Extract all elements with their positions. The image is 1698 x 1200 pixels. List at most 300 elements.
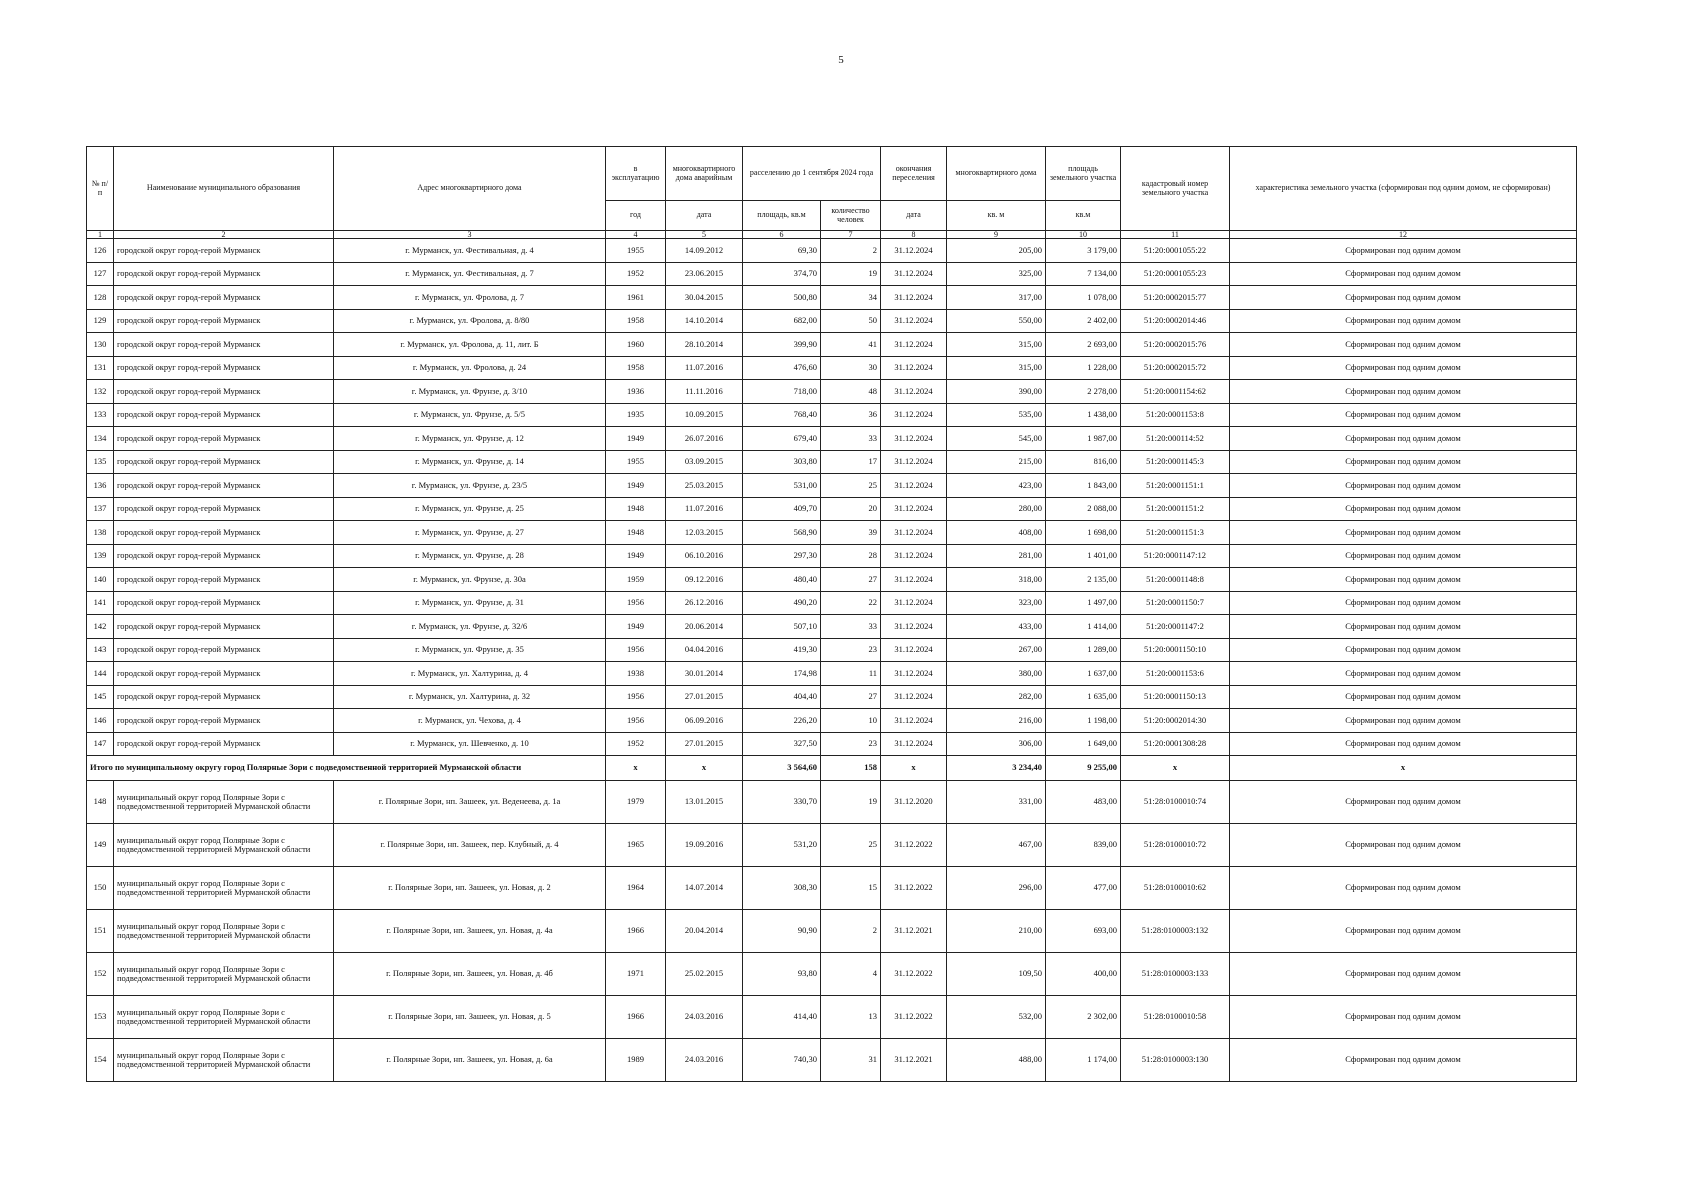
table-row: [87, 403, 1577, 427]
cell-building-area: 408,00: [947, 521, 1046, 545]
cell-area: 531,20: [743, 824, 821, 867]
cell-area: 308,30: [743, 867, 821, 910]
total-value: 158: [821, 756, 881, 781]
table-row: [87, 709, 1577, 733]
cell-area: 409,70: [743, 497, 821, 521]
cell-emergency-date: 20.06.2014: [666, 615, 743, 639]
cell-address: г. Полярные Зори, нп. Зашеек, ул. Новая, д. 4б: [334, 953, 606, 996]
cell-land-area: 1 228,00: [1046, 356, 1121, 380]
cell-address: г. Полярные Зори, нп. Зашеек, ул. Новая, д. 4а: [334, 910, 606, 953]
cell-land-area: 1 174,00: [1046, 1039, 1121, 1082]
cell-row-number: 151: [87, 910, 114, 953]
cell-row-number: 127: [87, 262, 114, 286]
cell-people: 28: [821, 544, 881, 568]
cell-area: 374,70: [743, 262, 821, 286]
cell-area: 414,40: [743, 996, 821, 1039]
column-number: 1: [87, 231, 114, 239]
cell-land-characteristic: Сформирован под одним домом: [1230, 333, 1577, 357]
cell-people: 23: [821, 638, 881, 662]
cell-row-number: 154: [87, 1039, 114, 1082]
cell-address: г. Мурманск, ул. Фрунзе, д. 12: [334, 427, 606, 451]
cell-emergency-date: 30.01.2014: [666, 662, 743, 686]
cell-row-number: 139: [87, 544, 114, 568]
cell-building-area: 205,00: [947, 239, 1046, 263]
cell-emergency-date: 10.09.2015: [666, 403, 743, 427]
cell-people: 22: [821, 591, 881, 615]
cell-year: 1958: [606, 356, 666, 380]
cell-land-characteristic: Сформирован под одним домом: [1230, 824, 1577, 867]
cell-area: 531,00: [743, 474, 821, 498]
total-value: x: [666, 756, 743, 781]
cell-municipality: муниципальный округ город Полярные Зори с подведомственной территорией Мурманской области: [114, 867, 334, 910]
cell-cadastral: 51:28:0100003:130: [1121, 1039, 1230, 1082]
cell-land-area: 2 402,00: [1046, 309, 1121, 333]
cell-address: г. Мурманск, ул. Фрунзе, д. 30а: [334, 568, 606, 592]
cell-building-area: 315,00: [947, 356, 1046, 380]
cell-land-area: 693,00: [1046, 910, 1121, 953]
cell-year: 1948: [606, 521, 666, 545]
cell-end-date: 31.12.2024: [881, 732, 947, 756]
cell-emergency-date: 11.07.2016: [666, 356, 743, 380]
cell-building-area: 323,00: [947, 591, 1046, 615]
cell-end-date: 31.12.2021: [881, 910, 947, 953]
header-cell-number: № п/п: [87, 147, 114, 231]
cell-land-characteristic: Сформирован под одним домом: [1230, 591, 1577, 615]
cell-end-date: 31.12.2024: [881, 380, 947, 404]
cell-emergency-date: 12.03.2015: [666, 521, 743, 545]
cell-land-characteristic: Сформирован под одним домом: [1230, 474, 1577, 498]
cell-people: 27: [821, 685, 881, 709]
cell-address: г. Полярные Зори, нп. Зашеек, пер. Клубный, д. 4: [334, 824, 606, 867]
cell-land-area: 1 497,00: [1046, 591, 1121, 615]
cell-cadastral: 51:20:0001150:10: [1121, 638, 1230, 662]
cell-end-date: 31.12.2024: [881, 286, 947, 310]
cell-address: г. Мурманск, ул. Фрунзе, д. 5/5: [334, 403, 606, 427]
cell-row-number: 148: [87, 781, 114, 824]
resettlement-table-wrapper: [86, 146, 1576, 1082]
cell-year: 1952: [606, 732, 666, 756]
cell-land-area: 1 637,00: [1046, 662, 1121, 686]
cell-cadastral: 51:20:0002014:46: [1121, 309, 1230, 333]
cell-land-area: 1 198,00: [1046, 709, 1121, 733]
cell-emergency-date: 14.07.2014: [666, 867, 743, 910]
cell-year: 1949: [606, 615, 666, 639]
cell-end-date: 31.12.2024: [881, 709, 947, 733]
cell-people: 25: [821, 474, 881, 498]
cell-people: 39: [821, 521, 881, 545]
table-row: [87, 568, 1577, 592]
cell-land-area: 3 179,00: [1046, 239, 1121, 263]
subheader-people: количество человек: [821, 201, 881, 231]
cell-land-characteristic: Сформирован под одним домом: [1230, 239, 1577, 263]
cell-area: 90,90: [743, 910, 821, 953]
cell-building-area: 325,00: [947, 262, 1046, 286]
column-number: 6: [743, 231, 821, 239]
cell-land-area: 1 401,00: [1046, 544, 1121, 568]
cell-year: 1964: [606, 867, 666, 910]
cell-emergency-date: 26.07.2016: [666, 427, 743, 451]
cell-address: г. Мурманск, ул. Халтурина, д. 32: [334, 685, 606, 709]
table-row: [87, 662, 1577, 686]
cell-building-area: 216,00: [947, 709, 1046, 733]
column-number: 5: [666, 231, 743, 239]
cell-address: г. Мурманск, ул. Фрунзе, д. 28: [334, 544, 606, 568]
column-number: 8: [881, 231, 947, 239]
cell-area: 93,80: [743, 953, 821, 996]
cell-year: 1948: [606, 497, 666, 521]
cell-year: 1979: [606, 781, 666, 824]
cell-building-area: 380,00: [947, 662, 1046, 686]
header-cell-address: Адрес многоквартирного дома: [334, 147, 606, 231]
cell-year: 1949: [606, 474, 666, 498]
cell-address: г. Мурманск, ул. Фролова, д. 7: [334, 286, 606, 310]
cell-municipality: городской округ город-герой Мурманск: [114, 732, 334, 756]
cell-building-area: 532,00: [947, 996, 1046, 1039]
cell-end-date: 31.12.2024: [881, 568, 947, 592]
cell-area: 718,00: [743, 380, 821, 404]
cell-year: 1955: [606, 239, 666, 263]
cell-people: 25: [821, 824, 881, 867]
cell-cadastral: 51:28:0100010:74: [1121, 781, 1230, 824]
cell-emergency-date: 14.09.2012: [666, 239, 743, 263]
cell-address: г. Мурманск, ул. Фролова, д. 24: [334, 356, 606, 380]
table-row: [87, 638, 1577, 662]
cell-row-number: 138: [87, 521, 114, 545]
cell-row-number: 143: [87, 638, 114, 662]
cell-area: 476,60: [743, 356, 821, 380]
cell-people: 19: [821, 262, 881, 286]
cell-address: г. Мурманск, ул. Фрунзе, д. 23/5: [334, 474, 606, 498]
table-row: [87, 450, 1577, 474]
cell-year: 1989: [606, 1039, 666, 1082]
cell-municipality: городской округ город-герой Мурманск: [114, 356, 334, 380]
cell-people: 11: [821, 662, 881, 686]
cell-building-area: 331,00: [947, 781, 1046, 824]
cell-area: 174,98: [743, 662, 821, 686]
total-value: 3 234,40: [947, 756, 1046, 781]
total-value: x: [881, 756, 947, 781]
cell-land-characteristic: Сформирован под одним домом: [1230, 380, 1577, 404]
subheader-end-date: дата: [881, 201, 947, 231]
cell-municipality: городской округ город-герой Мурманск: [114, 591, 334, 615]
cell-end-date: 31.12.2024: [881, 262, 947, 286]
cell-year: 1938: [606, 662, 666, 686]
cell-cadastral: 51:20:0001151:3: [1121, 521, 1230, 545]
cell-year: 1935: [606, 403, 666, 427]
cell-area: 399,90: [743, 333, 821, 357]
header-cell-land-area: площадь земельного участка: [1046, 147, 1121, 201]
cell-land-area: 839,00: [1046, 824, 1121, 867]
cell-land-area: 1 987,00: [1046, 427, 1121, 451]
cell-cadastral: 51:20:000114:52: [1121, 427, 1230, 451]
cell-area: 682,00: [743, 309, 821, 333]
cell-municipality: городской округ город-герой Мурманск: [114, 309, 334, 333]
cell-land-area: 483,00: [1046, 781, 1121, 824]
cell-cadastral: 51:20:0001153:6: [1121, 662, 1230, 686]
header-cell-end-date: окончания переселения: [881, 147, 947, 201]
cell-area: 330,70: [743, 781, 821, 824]
cell-municipality: городской округ город-герой Мурманск: [114, 521, 334, 545]
table-row: [87, 239, 1577, 263]
cell-municipality: муниципальный округ город Полярные Зори с подведомственной территорией Мурманской области: [114, 781, 334, 824]
cell-cadastral: 51:20:0001147:12: [1121, 544, 1230, 568]
table-body-murmansk: [87, 239, 1577, 756]
cell-municipality: городской округ город-герой Мурманск: [114, 709, 334, 733]
cell-year: 1960: [606, 333, 666, 357]
cell-building-area: 318,00: [947, 568, 1046, 592]
cell-end-date: 31.12.2024: [881, 239, 947, 263]
cell-land-characteristic: Сформирован под одним домом: [1230, 953, 1577, 996]
cell-building-area: 109,50: [947, 953, 1046, 996]
cell-municipality: городской округ город-герой Мурманск: [114, 286, 334, 310]
cell-cadastral: 51:20:0001150:7: [1121, 591, 1230, 615]
cell-building-area: 315,00: [947, 333, 1046, 357]
cell-land-characteristic: Сформирован под одним домом: [1230, 1039, 1577, 1082]
cell-building-area: 267,00: [947, 638, 1046, 662]
cell-emergency-date: 19.09.2016: [666, 824, 743, 867]
cell-people: 19: [821, 781, 881, 824]
cell-year: 1936: [606, 380, 666, 404]
cell-people: 30: [821, 356, 881, 380]
cell-people: 48: [821, 380, 881, 404]
cell-end-date: 31.12.2024: [881, 544, 947, 568]
cell-area: 768,40: [743, 403, 821, 427]
cell-people: 23: [821, 732, 881, 756]
cell-municipality: муниципальный округ город Полярные Зори с подведомственной территорией Мурманской области: [114, 996, 334, 1039]
cell-land-area: 400,00: [1046, 953, 1121, 996]
cell-building-area: 423,00: [947, 474, 1046, 498]
cell-people: 15: [821, 867, 881, 910]
cell-address: г. Полярные Зори, нп. Зашеек, ул. Новая, д. 6а: [334, 1039, 606, 1082]
cell-land-characteristic: Сформирован под одним домом: [1230, 427, 1577, 451]
cell-year: 1959: [606, 568, 666, 592]
cell-address: г. Мурманск, ул. Фрунзе, д. 35: [334, 638, 606, 662]
cell-cadastral: 51:20:0001145:3: [1121, 450, 1230, 474]
cell-area: 69,30: [743, 239, 821, 263]
cell-people: 10: [821, 709, 881, 733]
column-number: 2: [114, 231, 334, 239]
cell-emergency-date: 11.07.2016: [666, 497, 743, 521]
cell-municipality: городской округ город-герой Мурманск: [114, 427, 334, 451]
cell-land-characteristic: Сформирован под одним домом: [1230, 685, 1577, 709]
cell-people: 17: [821, 450, 881, 474]
cell-municipality: муниципальный округ город Полярные Зори с подведомственной территорией Мурманской области: [114, 824, 334, 867]
cell-emergency-date: 03.09.2015: [666, 450, 743, 474]
cell-address: г. Мурманск, ул. Шевченко, д. 10: [334, 732, 606, 756]
cell-building-area: 306,00: [947, 732, 1046, 756]
cell-land-area: 1 078,00: [1046, 286, 1121, 310]
cell-municipality: городской округ город-герой Мурманск: [114, 403, 334, 427]
cell-municipality: муниципальный округ город Полярные Зори с подведомственной территорией Мурманской области: [114, 953, 334, 996]
cell-land-characteristic: Сформирован под одним домом: [1230, 867, 1577, 910]
cell-people: 33: [821, 615, 881, 639]
table-row: [87, 685, 1577, 709]
cell-row-number: 150: [87, 867, 114, 910]
table-row: [87, 427, 1577, 451]
cell-address: г. Мурманск, ул. Фролова, д. 11, лит. Б: [334, 333, 606, 357]
cell-building-area: 535,00: [947, 403, 1046, 427]
cell-municipality: муниципальный округ город Полярные Зори с подведомственной территорией Мурманской области: [114, 910, 334, 953]
cell-year: 1958: [606, 309, 666, 333]
cell-building-area: 467,00: [947, 824, 1046, 867]
total-value: 3 564,60: [743, 756, 821, 781]
cell-row-number: 140: [87, 568, 114, 592]
cell-building-area: 280,00: [947, 497, 1046, 521]
cell-cadastral: 51:20:0001153:8: [1121, 403, 1230, 427]
cell-emergency-date: 14.10.2014: [666, 309, 743, 333]
cell-cadastral: 51:28:0100010:62: [1121, 867, 1230, 910]
cell-year: 1949: [606, 427, 666, 451]
column-number: 10: [1046, 231, 1121, 239]
cell-address: г. Мурманск, ул. Фрунзе, д. 32/6: [334, 615, 606, 639]
cell-municipality: муниципальный округ город Полярные Зори с подведомственной территорией Мурманской области: [114, 1039, 334, 1082]
column-number: 12: [1230, 231, 1577, 239]
header-cell-resettlement: расселению до 1 сентября 2024 года: [743, 147, 881, 201]
page-number: 5: [838, 54, 844, 66]
cell-row-number: 146: [87, 709, 114, 733]
cell-cadastral: 51:20:0001154:62: [1121, 380, 1230, 404]
cell-people: 2: [821, 910, 881, 953]
cell-year: 1956: [606, 591, 666, 615]
cell-year: 1955: [606, 450, 666, 474]
cell-row-number: 130: [87, 333, 114, 357]
cell-cadastral: 51:20:0001150:13: [1121, 685, 1230, 709]
cell-municipality: городской округ город-герой Мурманск: [114, 333, 334, 357]
cell-row-number: 145: [87, 685, 114, 709]
cell-row-number: 126: [87, 239, 114, 263]
cell-end-date: 31.12.2022: [881, 824, 947, 867]
cell-land-area: 1 649,00: [1046, 732, 1121, 756]
cell-building-area: 545,00: [947, 427, 1046, 451]
header-cell-land-characteristic: характеристика земельного участка (сформирован под одним домом, не сформирован): [1230, 147, 1577, 231]
table-row: [87, 824, 1577, 867]
table-row: [87, 356, 1577, 380]
cell-area: 297,30: [743, 544, 821, 568]
table-row: [87, 1039, 1577, 1082]
cell-emergency-date: 24.03.2016: [666, 1039, 743, 1082]
total-row: [87, 756, 1577, 781]
cell-cadastral: 51:20:0001148:8: [1121, 568, 1230, 592]
cell-people: 13: [821, 996, 881, 1039]
subheader-land-sqm: кв.м: [1046, 201, 1121, 231]
header-cell-commissioning: в эксплуатацию: [606, 147, 666, 201]
table-row: [87, 262, 1577, 286]
cell-row-number: 141: [87, 591, 114, 615]
cell-emergency-date: 25.03.2015: [666, 474, 743, 498]
cell-people: 34: [821, 286, 881, 310]
total-value: x: [1121, 756, 1230, 781]
cell-building-area: 215,00: [947, 450, 1046, 474]
cell-emergency-date: 13.01.2015: [666, 781, 743, 824]
cell-end-date: 31.12.2022: [881, 996, 947, 1039]
cell-end-date: 31.12.2024: [881, 638, 947, 662]
cell-row-number: 153: [87, 996, 114, 1039]
cell-emergency-date: 04.04.2016: [666, 638, 743, 662]
cell-cadastral: 51:20:0001308:28: [1121, 732, 1230, 756]
cell-building-area: 390,00: [947, 380, 1046, 404]
cell-cadastral: 51:28:0100010:72: [1121, 824, 1230, 867]
table-row: [87, 380, 1577, 404]
cell-land-characteristic: Сформирован под одним домом: [1230, 662, 1577, 686]
cell-cadastral: 51:20:0002015:72: [1121, 356, 1230, 380]
cell-year: 1961: [606, 286, 666, 310]
cell-emergency-date: 09.12.2016: [666, 568, 743, 592]
cell-municipality: городской округ город-герой Мурманск: [114, 638, 334, 662]
cell-area: 404,40: [743, 685, 821, 709]
cell-land-characteristic: Сформирован под одним домом: [1230, 497, 1577, 521]
cell-municipality: городской округ город-герой Мурманск: [114, 239, 334, 263]
cell-land-area: 7 134,00: [1046, 262, 1121, 286]
cell-emergency-date: 20.04.2014: [666, 910, 743, 953]
column-number: 4: [606, 231, 666, 239]
cell-address: г. Мурманск, ул. Чехова, д. 4: [334, 709, 606, 733]
column-number: 11: [1121, 231, 1230, 239]
cell-cadastral: 51:20:0001055:23: [1121, 262, 1230, 286]
cell-row-number: 133: [87, 403, 114, 427]
table-row: [87, 309, 1577, 333]
cell-address: г. Полярные Зори, нп. Зашеек, ул. Новая, д. 2: [334, 867, 606, 910]
cell-people: 4: [821, 953, 881, 996]
cell-area: 327,50: [743, 732, 821, 756]
cell-row-number: 132: [87, 380, 114, 404]
cell-municipality: городской округ город-герой Мурманск: [114, 568, 334, 592]
cell-end-date: 31.12.2020: [881, 781, 947, 824]
cell-building-area: 433,00: [947, 615, 1046, 639]
cell-municipality: городской округ город-герой Мурманск: [114, 685, 334, 709]
cell-land-area: 1 843,00: [1046, 474, 1121, 498]
cell-emergency-date: 27.01.2015: [666, 732, 743, 756]
cell-year: 1949: [606, 544, 666, 568]
cell-building-area: 317,00: [947, 286, 1046, 310]
cell-emergency-date: 11.11.2016: [666, 380, 743, 404]
header-cell-municipality: Наименование муниципального образования: [114, 147, 334, 231]
cell-municipality: городской округ город-герой Мурманск: [114, 262, 334, 286]
cell-area: 568,90: [743, 521, 821, 545]
cell-year: 1956: [606, 709, 666, 733]
cell-building-area: 282,00: [947, 685, 1046, 709]
table-row: [87, 521, 1577, 545]
cell-land-area: 477,00: [1046, 867, 1121, 910]
cell-municipality: городской округ город-герой Мурманск: [114, 474, 334, 498]
total-value: 9 255,00: [1046, 756, 1121, 781]
cell-area: 226,20: [743, 709, 821, 733]
cell-people: 2: [821, 239, 881, 263]
cell-land-characteristic: Сформирован под одним домом: [1230, 544, 1577, 568]
cell-area: 490,20: [743, 591, 821, 615]
cell-municipality: городской округ город-герой Мурманск: [114, 380, 334, 404]
cell-address: г. Мурманск, ул. Фролова, д. 8/80: [334, 309, 606, 333]
cell-building-area: 296,00: [947, 867, 1046, 910]
cell-municipality: городской округ город-герой Мурманск: [114, 497, 334, 521]
cell-land-characteristic: Сформирован под одним домом: [1230, 910, 1577, 953]
column-number: 3: [334, 231, 606, 239]
cell-row-number: 152: [87, 953, 114, 996]
cell-land-area: 1 438,00: [1046, 403, 1121, 427]
cell-address: г. Мурманск, ул. Фестивальная, д. 4: [334, 239, 606, 263]
cell-area: 480,40: [743, 568, 821, 592]
total-label: Итого по муниципальному округу город Полярные Зори с подведомственной территорией Мурманской области: [87, 756, 606, 781]
table-row: [87, 286, 1577, 310]
cell-address: г. Мурманск, ул. Фестивальная, д. 7: [334, 262, 606, 286]
cell-building-area: 281,00: [947, 544, 1046, 568]
cell-emergency-date: 30.04.2015: [666, 286, 743, 310]
cell-row-number: 128: [87, 286, 114, 310]
cell-people: 36: [821, 403, 881, 427]
total-value: x: [1230, 756, 1577, 781]
cell-emergency-date: 27.01.2015: [666, 685, 743, 709]
cell-land-area: 1 635,00: [1046, 685, 1121, 709]
cell-address: г. Мурманск, ул. Фрунзе, д. 27: [334, 521, 606, 545]
